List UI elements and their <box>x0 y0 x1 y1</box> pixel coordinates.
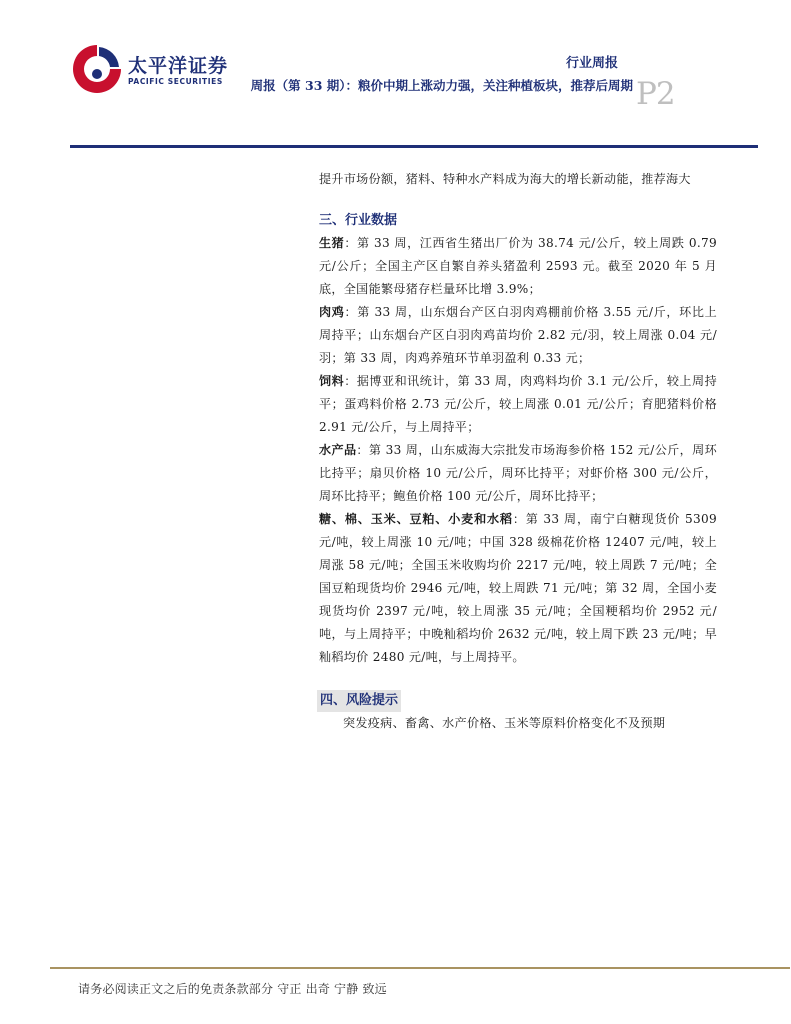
data-item-text: ：据博亚和讯统计，第 33 周，肉鸡料均价 3.1 元/公斤，较上周持平；蛋鸡料价格 2.73 元/公斤，较上周涨 0.01 元/公斤；育肥猪料价格 2.91 元/公斤，与上周持平； <box>319 374 717 434</box>
data-item-label: 饲料 <box>319 374 345 388</box>
data-item-label: 水产品 <box>319 443 357 457</box>
page-number: P2 <box>636 76 675 112</box>
header-divider <box>70 145 758 148</box>
logo-english-name: PACIFIC SECURITIES <box>128 77 223 86</box>
main-content <box>319 168 717 735</box>
section-heading-industry-data: 三、行业数据 <box>319 213 398 228</box>
data-item-text: ：第 33 周，山东威海大宗批发市场海参价格 152 元/公斤，周环比持平；扇贝价格 10 元/公斤，周环比持平；对虾价格 300 元/公斤，周环比持平；鲍鱼价格 100 元/公斤，周环比持平； <box>319 443 717 503</box>
section-heading-risk: 四、风险提示 <box>317 690 401 712</box>
data-item-label: 糖、棉、玉米、豆粕、小麦和水稻 <box>319 512 513 526</box>
footer-disclaimer: 请务必阅读正文之后的免责条款部分 <box>78 982 274 996</box>
data-item-broiler <box>319 301 717 370</box>
logo-chinese-name: 太平洋证券 <box>128 55 229 77</box>
footer <box>78 980 387 997</box>
report-type: 行业周报 <box>566 56 619 71</box>
pacific-securities-logo-icon <box>70 42 124 96</box>
footer-divider <box>50 967 790 969</box>
data-item-feed <box>319 370 717 439</box>
risk-paragraph: 突发疫病、畜禽、水产价格、玉米等原料价格变化不及预期 <box>343 716 666 730</box>
report-title: 周报（第 33 期）：粮价中期上涨动力强，关注种植板块，推荐后周期 <box>250 78 633 93</box>
intro-paragraph: 提升市场份额，猪料、特种水产料成为海大的增长新动能，推荐海大 <box>319 172 691 186</box>
data-item-text: ：第 33 周，山东烟台产区白羽肉鸡棚前价格 3.55 元/斤，环比上周持平；山东烟台产区白羽肉鸡苗均价 2.82 元/羽，较上周涨 0.04 元/羽；第 33 周，肉鸡养殖环节单羽盈利 0.33 元； <box>319 305 717 365</box>
data-item-text: ：第 33 周，江西省生猪出厂价为 38.74 元/公斤，较上周跌 0.79 元/公斤；全国主产区自繁自养头猪盈利 2593 元。截至 2020 年 5 月底，全国能繁母猪存栏量环比增 3.9%； <box>319 236 717 296</box>
company-logo <box>70 42 230 94</box>
data-item-label: 生猪 <box>319 236 345 250</box>
data-item-label: 肉鸡 <box>319 305 345 319</box>
data-item-text: ：第 33 周，南宁白糖现货价 5309 元/吨，较上周涨 10 元/吨；中国 328 级棉花价格 12407 元/吨，较上周涨 58 元/吨；全国玉米收购均价 2217 元/吨，较上周跌 7 元/吨；全国豆粕现货均价 2946 元/吨，较上周跌 71 元/吨；第 32 周，全国小麦现货均价 2397 元/吨，较上周涨 35 元/吨；全国粳稻均价 2952 元/吨，与上周持平；中晚籼稻均价 2632 元/吨，较上周下跌 23 元/吨；早籼稻均价 2480 元/吨，与上周持平。 <box>319 512 717 664</box>
data-item-hog <box>319 232 717 301</box>
data-item-aquatic <box>319 439 717 508</box>
footer-motto: 守正 出奇 宁静 致远 <box>277 982 387 996</box>
data-item-crops <box>319 508 717 669</box>
